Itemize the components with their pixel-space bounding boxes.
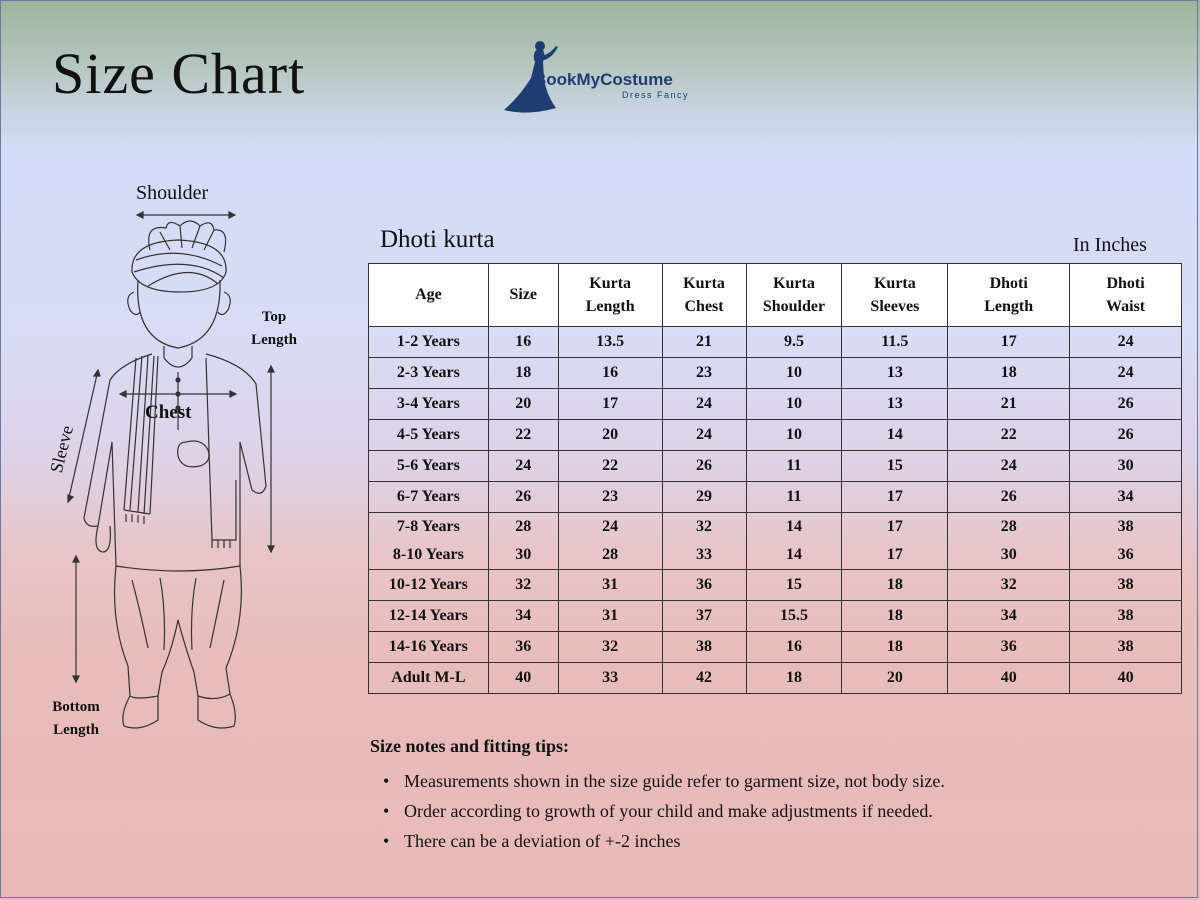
table-cell: 11.5 bbox=[842, 327, 948, 358]
table-cell: 17 bbox=[948, 327, 1070, 358]
header-dhoti-waist: Dhoti Waist bbox=[1070, 264, 1182, 327]
table-cell: 20 bbox=[842, 663, 948, 694]
table-cell: 38 bbox=[1070, 570, 1182, 601]
table-cell: 4-5 Years bbox=[369, 420, 489, 451]
header-kurta-length: Kurta Length bbox=[558, 264, 662, 327]
table-cell: 17 bbox=[842, 482, 948, 513]
table-cell: 23 bbox=[558, 482, 662, 513]
table-cell: 24 28 bbox=[558, 513, 662, 570]
table-cell: 17 bbox=[558, 389, 662, 420]
table-cell: 24 bbox=[662, 389, 746, 420]
header-age: Age bbox=[369, 264, 489, 327]
notes-list bbox=[370, 767, 1170, 857]
table-cell: 38 bbox=[1070, 601, 1182, 632]
note-item: • Measurements shown in the size guide refer to garment size, not body size. bbox=[370, 767, 1170, 797]
table-cell: 26 bbox=[948, 482, 1070, 513]
page-title: Size Chart bbox=[52, 41, 306, 106]
table-row bbox=[369, 358, 1182, 389]
chest-label: Chest bbox=[145, 402, 192, 423]
table-cell: 22 bbox=[488, 420, 558, 451]
note-item: • There can be a deviation of +-2 inches bbox=[370, 827, 1170, 857]
table-cell: 17 17 bbox=[842, 513, 948, 570]
table-cell: Adult M-L bbox=[369, 663, 489, 694]
header-dhoti-length: Dhoti Length bbox=[948, 264, 1070, 327]
table-cell: 10 bbox=[746, 358, 842, 389]
table-cell: 16 bbox=[488, 327, 558, 358]
header-kurta-sleeves: Kurta Sleeves bbox=[842, 264, 948, 327]
top-length-label-line-1: Top bbox=[261, 309, 287, 325]
table-cell: 15 bbox=[842, 451, 948, 482]
table-cell: 24 bbox=[662, 420, 746, 451]
table-cell: 34 bbox=[1070, 482, 1182, 513]
bottom-length-arrow bbox=[73, 556, 79, 682]
table-row bbox=[369, 570, 1182, 601]
bullet-icon: • bbox=[383, 801, 390, 821]
table-cell: 26 bbox=[662, 451, 746, 482]
table-cell: 32 33 bbox=[662, 513, 746, 570]
brand-name: BookMyCostume bbox=[534, 70, 673, 89]
table-cell: 18 bbox=[746, 663, 842, 694]
top-length-label bbox=[246, 306, 302, 351]
table-cell: 37 bbox=[662, 601, 746, 632]
table-cell: 13 bbox=[842, 358, 948, 389]
table-cell: 18 bbox=[842, 601, 948, 632]
table-cell: 10-12 Years bbox=[369, 570, 489, 601]
table-cell: 33 bbox=[558, 663, 662, 694]
table-cell: 18 bbox=[842, 632, 948, 663]
shoulder-label: Shoulder bbox=[136, 182, 209, 204]
table-cell: 9.5 bbox=[746, 327, 842, 358]
table-cell: 13 bbox=[842, 389, 948, 420]
table-cell: 1-2 Years bbox=[369, 327, 489, 358]
table-cell: 28 30 bbox=[488, 513, 558, 570]
table-cell: 13.5 bbox=[558, 327, 662, 358]
bottom-length-label-line-1: Bottom bbox=[52, 699, 100, 715]
table-cell: 36 bbox=[488, 632, 558, 663]
table-cell: 5-6 Years bbox=[369, 451, 489, 482]
table-cell: 26 bbox=[1070, 420, 1182, 451]
table-cell: 11 bbox=[746, 482, 842, 513]
table-cell: 12-14 Years bbox=[369, 601, 489, 632]
table-title: Dhoti kurta bbox=[380, 226, 495, 253]
table-cell: 38 bbox=[1070, 632, 1182, 663]
table-cell: 34 bbox=[488, 601, 558, 632]
table-cell: 15.5 bbox=[746, 601, 842, 632]
header-kurta-shoulder: Kurta Shoulder bbox=[746, 264, 842, 327]
bottom-length-label bbox=[44, 696, 108, 741]
kurta-drawing bbox=[84, 354, 266, 571]
note-item: • Order according to growth of your child and make adjustments if needed. bbox=[370, 797, 1170, 827]
header-size: Size bbox=[488, 264, 558, 327]
table-cell: 14 14 bbox=[746, 513, 842, 570]
table-row bbox=[369, 389, 1182, 420]
table-cell: 38 36 bbox=[1070, 513, 1182, 570]
table-cell: 10 bbox=[746, 420, 842, 451]
table-cell: 31 bbox=[558, 601, 662, 632]
table-cell: 36 bbox=[662, 570, 746, 601]
table-row bbox=[369, 632, 1182, 663]
sleeve-label: Sleeve bbox=[46, 423, 78, 475]
bullet-icon: • bbox=[383, 831, 390, 851]
bullet-icon: • bbox=[383, 771, 390, 791]
table-cell: 7-8 Years 8-10 Years bbox=[369, 513, 489, 570]
table-cell: 31 bbox=[558, 570, 662, 601]
table-body bbox=[369, 327, 1182, 694]
measurement-figure bbox=[40, 180, 330, 740]
table-row bbox=[369, 420, 1182, 451]
table-cell: 18 bbox=[842, 570, 948, 601]
table-cell: 21 bbox=[662, 327, 746, 358]
table-cell: 26 bbox=[488, 482, 558, 513]
table-cell: 26 bbox=[1070, 389, 1182, 420]
table-cell: 34 bbox=[948, 601, 1070, 632]
table-cell: 40 bbox=[488, 663, 558, 694]
table-cell: 40 bbox=[1070, 663, 1182, 694]
table-cell: 22 bbox=[558, 451, 662, 482]
table-cell: 24 bbox=[488, 451, 558, 482]
table-cell: 20 bbox=[488, 389, 558, 420]
table-cell: 2-3 Years bbox=[369, 358, 489, 389]
dhoti-drawing bbox=[115, 566, 242, 728]
table-cell: 28 30 bbox=[948, 513, 1070, 570]
size-chart-table bbox=[368, 263, 1182, 694]
table-row bbox=[369, 663, 1182, 694]
table-cell: 29 bbox=[662, 482, 746, 513]
table-cell: 18 bbox=[488, 358, 558, 389]
table-header-row bbox=[369, 264, 1182, 327]
table-cell: 14 bbox=[842, 420, 948, 451]
table-cell: 38 bbox=[662, 632, 746, 663]
fitting-notes bbox=[370, 736, 1170, 857]
table-cell: 21 bbox=[948, 389, 1070, 420]
table-cell: 32 bbox=[488, 570, 558, 601]
table-cell: 24 bbox=[1070, 358, 1182, 389]
table-cell: 32 bbox=[558, 632, 662, 663]
table-cell: 11 bbox=[746, 451, 842, 482]
brand-tagline: Dress Fancy bbox=[622, 90, 690, 100]
top-length-label-line-2: Length bbox=[251, 331, 297, 348]
table-row bbox=[369, 601, 1182, 632]
turban-drawing bbox=[132, 221, 226, 292]
table-cell: 10 bbox=[746, 389, 842, 420]
table-row bbox=[369, 451, 1182, 482]
shoulder-arrow bbox=[137, 212, 235, 218]
table-cell: 22 bbox=[948, 420, 1070, 451]
table-cell: 40 bbox=[948, 663, 1070, 694]
top-length-arrow bbox=[268, 366, 274, 552]
notes-heading: Size notes and fitting tips: bbox=[370, 736, 570, 756]
table-cell: 42 bbox=[662, 663, 746, 694]
table-cell: 20 bbox=[558, 420, 662, 451]
table-cell: 3-4 Years bbox=[369, 389, 489, 420]
bottom-length-label-line-2: Length bbox=[53, 721, 99, 738]
table-cell: 16 bbox=[558, 358, 662, 389]
table-cell: 24 bbox=[948, 451, 1070, 482]
table-row bbox=[369, 513, 1182, 570]
table-cell: 16 bbox=[746, 632, 842, 663]
table-cell: 23 bbox=[662, 358, 746, 389]
table-cell: 14-16 Years bbox=[369, 632, 489, 663]
units-label: In Inches bbox=[1073, 234, 1147, 256]
header-kurta-chest: Kurta Chest bbox=[662, 264, 746, 327]
table-cell: 24 bbox=[1070, 327, 1182, 358]
table-cell: 15 bbox=[746, 570, 842, 601]
table-row bbox=[369, 482, 1182, 513]
table-cell: 36 bbox=[948, 632, 1070, 663]
table-cell: 18 bbox=[948, 358, 1070, 389]
table-cell: 6-7 Years bbox=[369, 482, 489, 513]
table-cell: 32 bbox=[948, 570, 1070, 601]
table-row bbox=[369, 327, 1182, 358]
table-cell: 30 bbox=[1070, 451, 1182, 482]
